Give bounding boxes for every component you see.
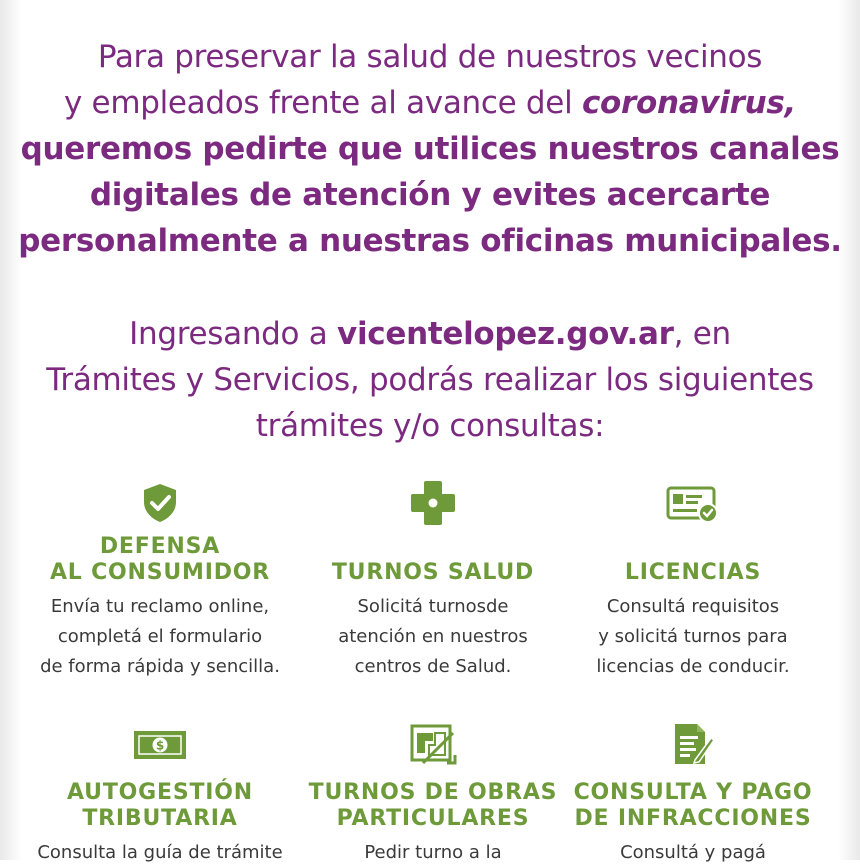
service-title: TURNOS DE OBRAS PARTICULARES <box>308 780 558 831</box>
shield-check-icon <box>140 482 180 524</box>
service-title: AUTOGESTIÓN TRIBUTARIA <box>67 780 253 831</box>
intro-line-5: personalmente a nuestras oficinas municipales. <box>18 223 842 259</box>
service-autogestion-tributaria <box>25 722 295 868</box>
access-line-3: trámites y/o consultas: <box>255 408 605 444</box>
service-description: Envía tu reclamo online, completá el formulario de forma rápida y sencilla. <box>40 596 280 677</box>
service-description: Solicitá turnosde atención en nuestros centros de Salud. <box>338 596 528 677</box>
banknote-icon <box>132 727 188 763</box>
service-title: TURNOS SALUD <box>331 560 535 585</box>
svg-text:$: $ <box>155 738 165 753</box>
coronavirus-word: coronavirus, <box>581 85 797 121</box>
service-description: Pedir turno a la <box>364 842 502 863</box>
intro-line-1: Para preservar la salud de nuestros vecinos <box>97 39 763 75</box>
service-defensa-consumidor <box>25 480 295 682</box>
website-link[interactable]: vicentelopez.gov.ar <box>337 316 674 352</box>
blueprint-icon <box>409 723 457 767</box>
document-pen-icon <box>671 722 715 768</box>
service-turnos-salud <box>298 480 568 682</box>
service-licencias <box>558 480 828 682</box>
intro-line-2: y empleados frente al avance del coronavirus, <box>63 85 797 121</box>
service-title: DEFENSA AL CONSUMIDOR <box>49 534 271 585</box>
medical-cross-icon <box>409 479 457 527</box>
intro-line-4: digitales de atención y evites acercarte <box>89 177 771 213</box>
service-consulta-infracciones <box>558 722 828 868</box>
service-title: LICENCIAS <box>624 560 762 585</box>
service-description: Consulta la guía de trámite <box>37 842 283 863</box>
access-line-1: Ingresando a vicentelopez.gov.ar, en <box>129 316 731 352</box>
service-title: CONSULTA Y PAGO DE INFRACCIONES <box>573 780 813 831</box>
service-turnos-obras <box>298 722 568 868</box>
license-card-icon <box>666 483 720 523</box>
intro-line-3: queremos pedirte que utilices nuestros canales <box>20 131 840 167</box>
service-description: Consultá y pagá <box>620 842 766 863</box>
access-instructions <box>0 311 860 449</box>
intro-message <box>0 34 860 264</box>
service-description: Consultá requisitos y solicitá turnos para licencias de conducir. <box>596 596 790 677</box>
access-line-2: Trámites y Servicios, podrás realizar los siguientes <box>46 362 814 398</box>
